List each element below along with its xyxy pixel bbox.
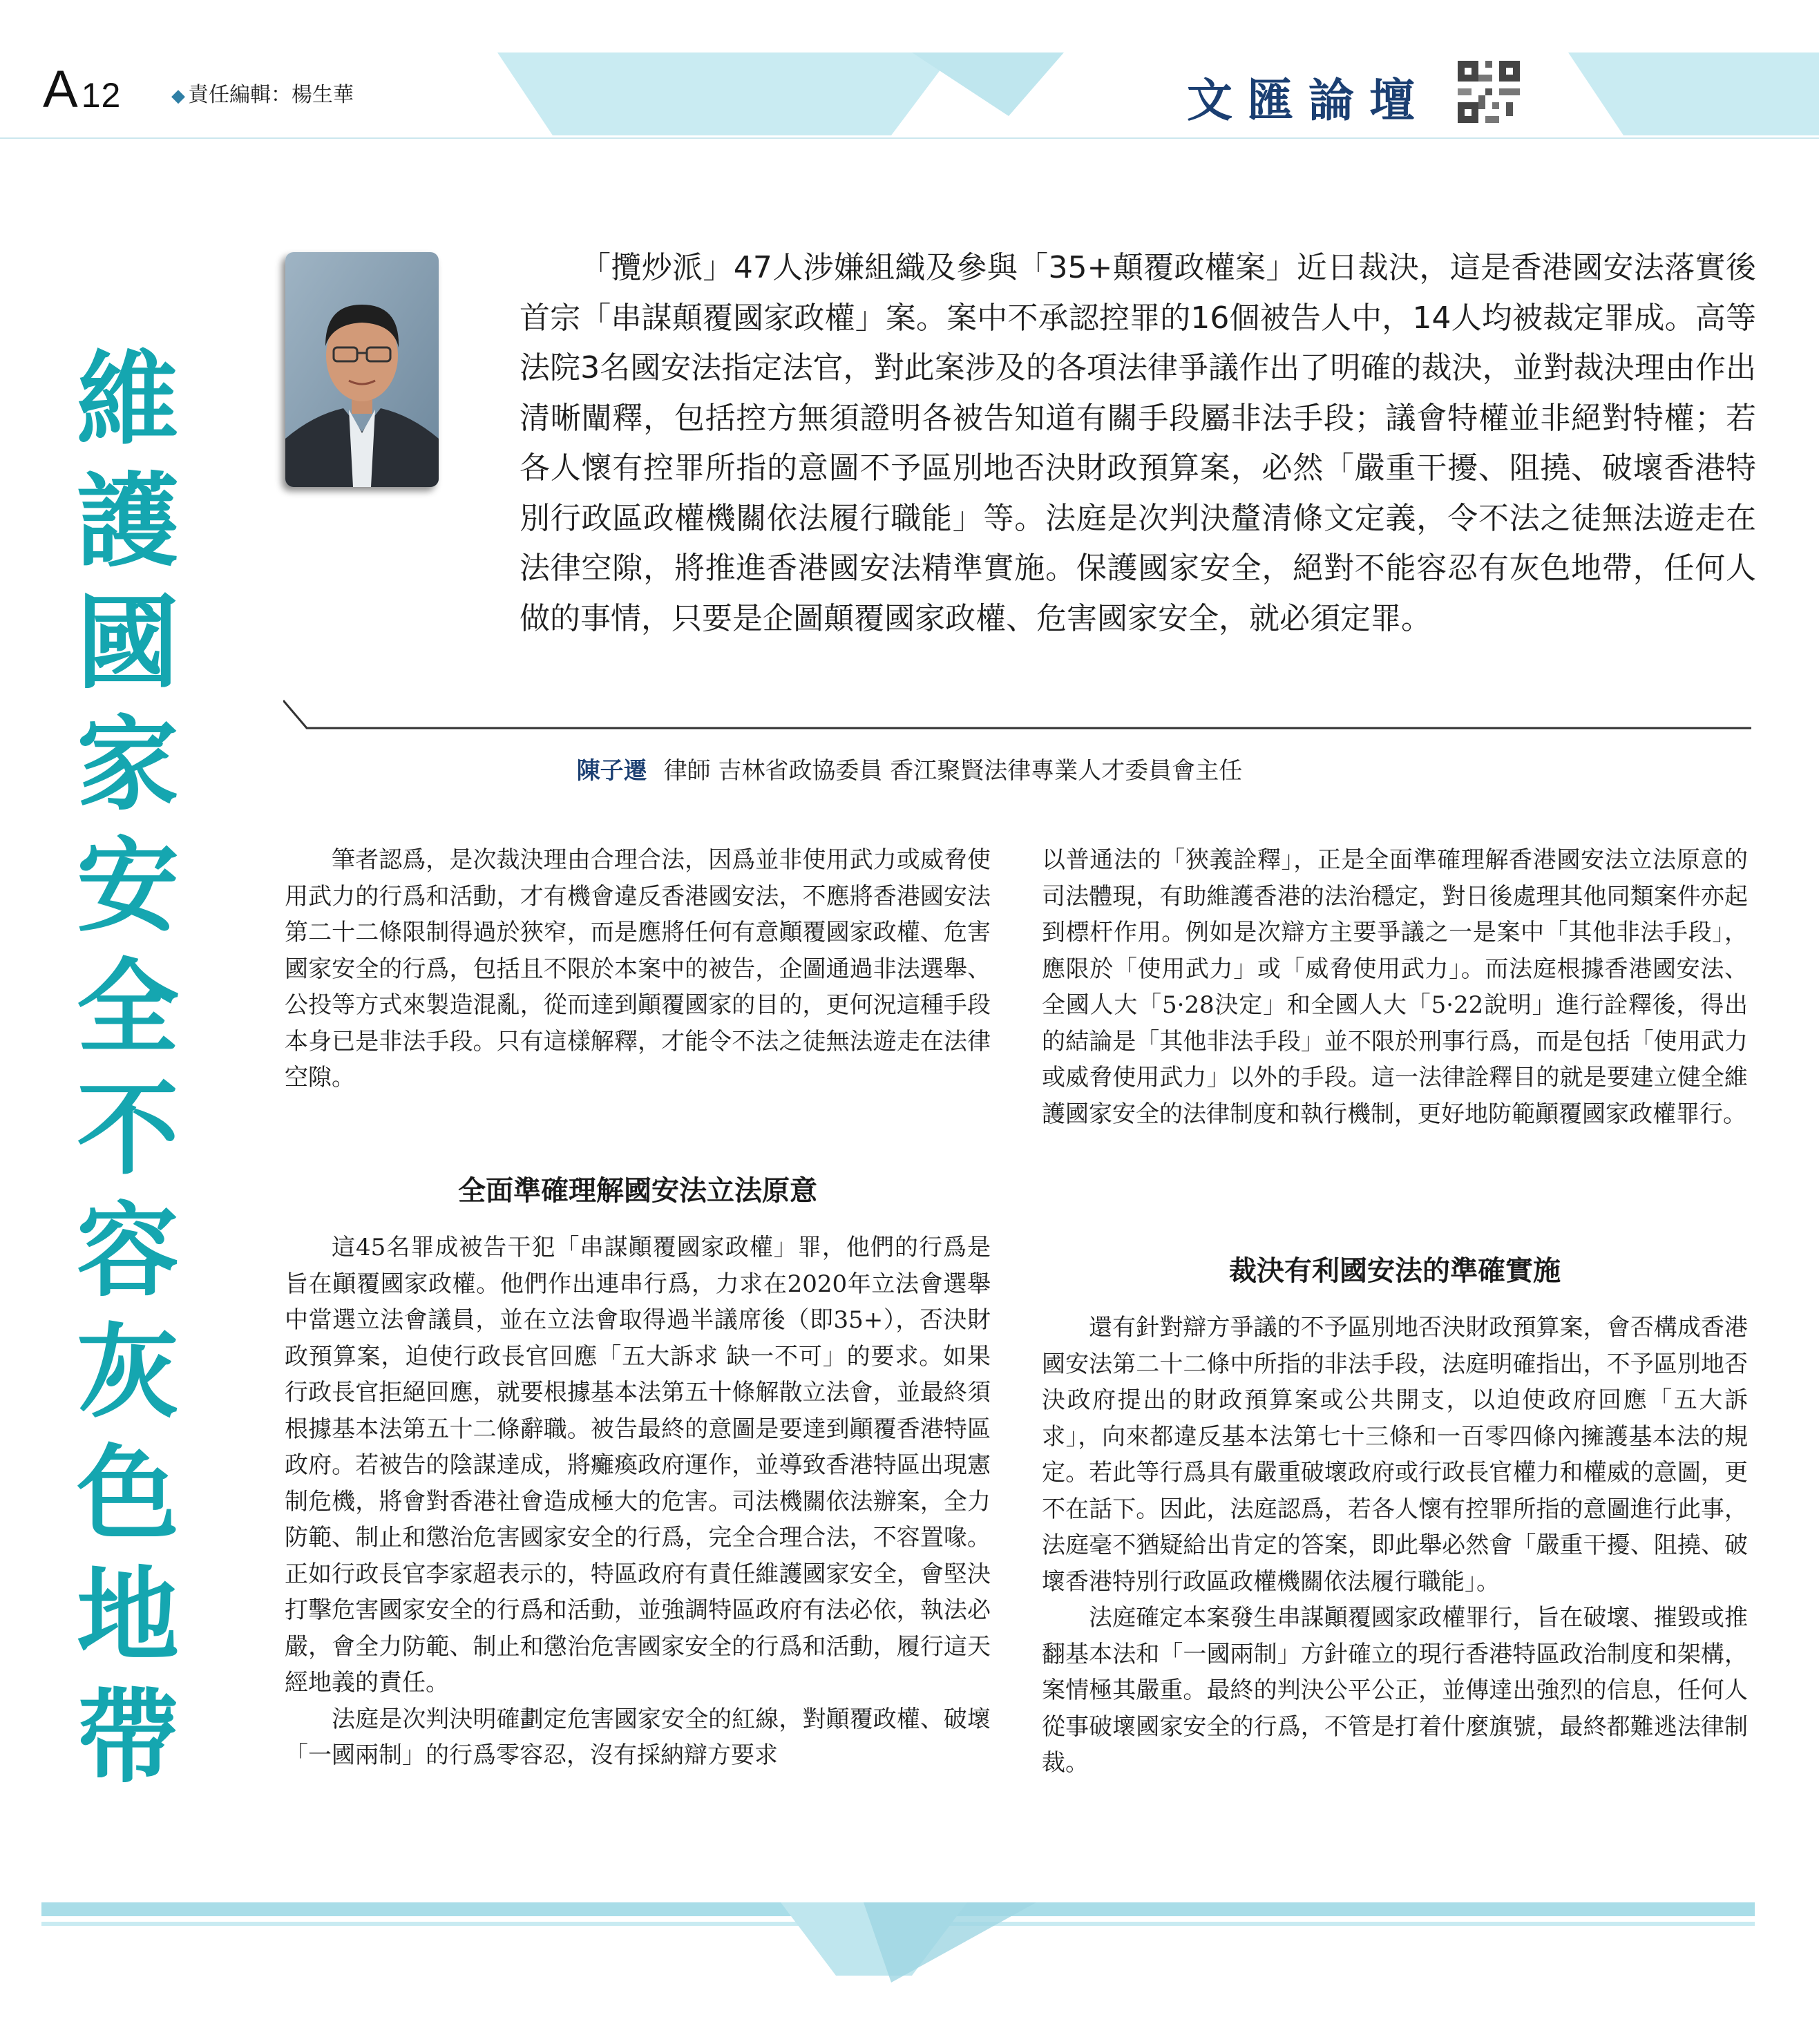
page-number — [43, 59, 121, 120]
headline-char: 帶 — [77, 1677, 179, 1797]
headline-char: 家 — [77, 704, 179, 824]
headline-char: 安 — [77, 825, 179, 946]
headline-vertical — [69, 338, 187, 1797]
column-masthead: 文匯論壇 — [1187, 73, 1430, 127]
body-paragraph: 以普通法的「狹義詮釋」，正是全面準確理解香港國安法立法原意的司法體現，有助維護香港的法治穩定，對日後處理其他同類案件亦起到標杆作用。例如是次辯方主要爭議之一是案中「其他非法手段」，應限於「使用武力」或「威脅使用武力」。而法庭根據香港國安法、全國人大「5·28決定」和全國人大「5·22說明」進行詮釋後，得出的結論是「其他非法手段」並不限於刑事行爲，而是包括「使用武力或威脅使用武力」以外的手段。這一法律詮釋目的就是要建立健全維護國家安全的法律制度和執行機制，更好地防範顚覆國家政權罪行。 — [1042, 846, 1748, 1128]
body-paragraph: 筆者認爲，是次裁決理由合理合法，因爲並非使用武力或威脅使用武力的行爲和活動，才有機會違反香港國安法，不應將香港國安法第二十二條限制得過於狹窄，而是應將任何有意顚覆國家政權、危害國家安全的行爲，包括且不限於本案中的被告，企圖通過非法選舉、公投等方式來製造混亂，從而達到顚覆國家的目的，更何況這種手段本身已是非法手段。只有這樣解釋，才能令不法之徒無法遊走在法律空隙。 — [285, 846, 991, 1091]
column-2 — [1042, 842, 1748, 1132]
headline-char: 地 — [77, 1555, 179, 1675]
body-paragraph: 法庭確定本案發生串謀顚覆國家政權罪行，旨在破壞、摧毀或推翻基本法和「一國兩制」方針確立的現行香港特區政治制度和架構，案情極其嚴重。最終的判決公平公正，並傳達出強烈的信息，任何人從事破壞國家安全的行爲，不管是打着什麼旗號，最終都難逃法律制裁。 — [1042, 1604, 1748, 1777]
subheading: 裁決有利國安法的準確實施 — [1229, 1255, 1561, 1287]
page-letter: A — [43, 60, 79, 119]
headline-char: 護 — [77, 461, 179, 581]
footer-ribbon — [0, 1893, 1819, 1989]
subheading: 全面準確理解國安法立法原意 — [458, 1175, 817, 1207]
author-byline — [0, 752, 1819, 785]
author-photo — [285, 252, 439, 487]
column-1-continued — [285, 1230, 991, 1774]
section-divider — [283, 698, 1755, 732]
qr-code-icon[interactable] — [1458, 61, 1520, 123]
headline-char: 灰 — [77, 1312, 179, 1432]
headline-char: 色 — [77, 1433, 179, 1554]
body-paragraph: 這45名罪成被告干犯「串謀顚覆國家政權」罪，他們的行爲是旨在顚覆國家政權。他們作出連串行爲，力求在2020年立法會選舉中當選立法會議員，並在立法會取得過半議席後（即35+），否決財政預算案，迫使行政長官回應「五大訴求 缺一不可」的要求。如果行政長官拒絕回應，就要根據基本法第五十條解散立法會，並最終須根據基本法第五十二條辭職。被告最終的意圖是要達到顚覆香港特區政府。若被告的陰謀達成，將癱瘓政府運作，並導致香港特區出現憲制危機，將會對香港社會造成極大的危害。司法機關依法辦案，全力防範、制止和懲治危害國家安全的行爲，完全合理合法，不容置喙。正如行政長官李家超表示的，特區政府有責任維護國家安全，會堅決打擊危害國家安全的行爲和活動，並強調特區政府有法必依，執法必嚴，會全力防範、制止和懲治危害國家安全的行爲和活動，履行這天經地義的責任。 — [285, 1234, 991, 1697]
headline-char: 國 — [77, 582, 179, 703]
lead-paragraph: 「攬炒派」47人涉嫌組織及參與「35+顛覆政權案」近日裁決，這是香港國安法落實後首宗「串謀顛覆國家政權」案。案中不承認控罪的16個被告人中，14人均被裁定罪成。高等法院3名國安法指定法官，對此案涉及的各項法律爭議作出了明確的裁決，並對裁決理由作出清晰闡釋，包括控方無須證明各被告知道有關手段屬非法手段；議會特權並非絕對特權；若各人懷有控罪所指的意圖不予區別地否決財政預算案，必然「嚴重干擾、阻撓、破壞香港特別行政區政權機關依法履行職能」等。法庭是次判決釐清條文定義，令不法之徒無法遊走在法律空隙，將推進香港國安法精準實施。保護國家安全，絕對不能容忍有灰色地帶，任何人做的事情，只要是企圖顛覆國家政權、危害國家安全，就必須定罪。 — [520, 250, 1756, 636]
column-1 — [285, 842, 991, 1096]
header-ribbon — [0, 0, 1819, 145]
headline-char: 容 — [77, 1190, 179, 1310]
author-name: 陳子遷 — [576, 757, 647, 785]
column-2-continued — [1042, 1310, 1748, 1782]
headline-char: 全 — [77, 947, 179, 1067]
diamond-icon: ◆ — [171, 86, 185, 106]
author-titles: 律師 吉林省政協委員 香江聚賢法律專業人才委員會主任 — [663, 757, 1243, 785]
headline-char: 維 — [77, 339, 179, 459]
responsible-editor — [171, 77, 354, 108]
editor-text: 責任編輯：楊生華 — [188, 83, 354, 107]
body-paragraph: 還有針對辯方爭議的不予區別地否決財政預算案，會否構成香港國安法第二十二條中所指的非法手段，法庭明確指出，不予區別地否決政府提出的財政預算案或公共開支，以迫使政府回應「五大訴求」，向來都違反基本法第七十三條和一百零四條內擁護基本法的規定。若此等行爲具有嚴重破壞政府或行政長官權力和權威的意圖，更不在話下。因此，法庭認爲，若各人懷有控罪所指的意圖進行此事，法庭毫不猶疑給出肯定的答案，即此舉必然會「嚴重干擾、阻撓、破壞香港特別行政區政權機關依法履行職能」。 — [1042, 1314, 1748, 1596]
headline-char: 不 — [77, 1069, 179, 1189]
page-digits: 12 — [81, 76, 122, 115]
body-paragraph: 法庭是次判決明確劃定危害國家安全的紅線，對顚覆政權、破壞「一國兩制」的行爲零容忍，沒有採納辯方要求 — [285, 1705, 991, 1769]
